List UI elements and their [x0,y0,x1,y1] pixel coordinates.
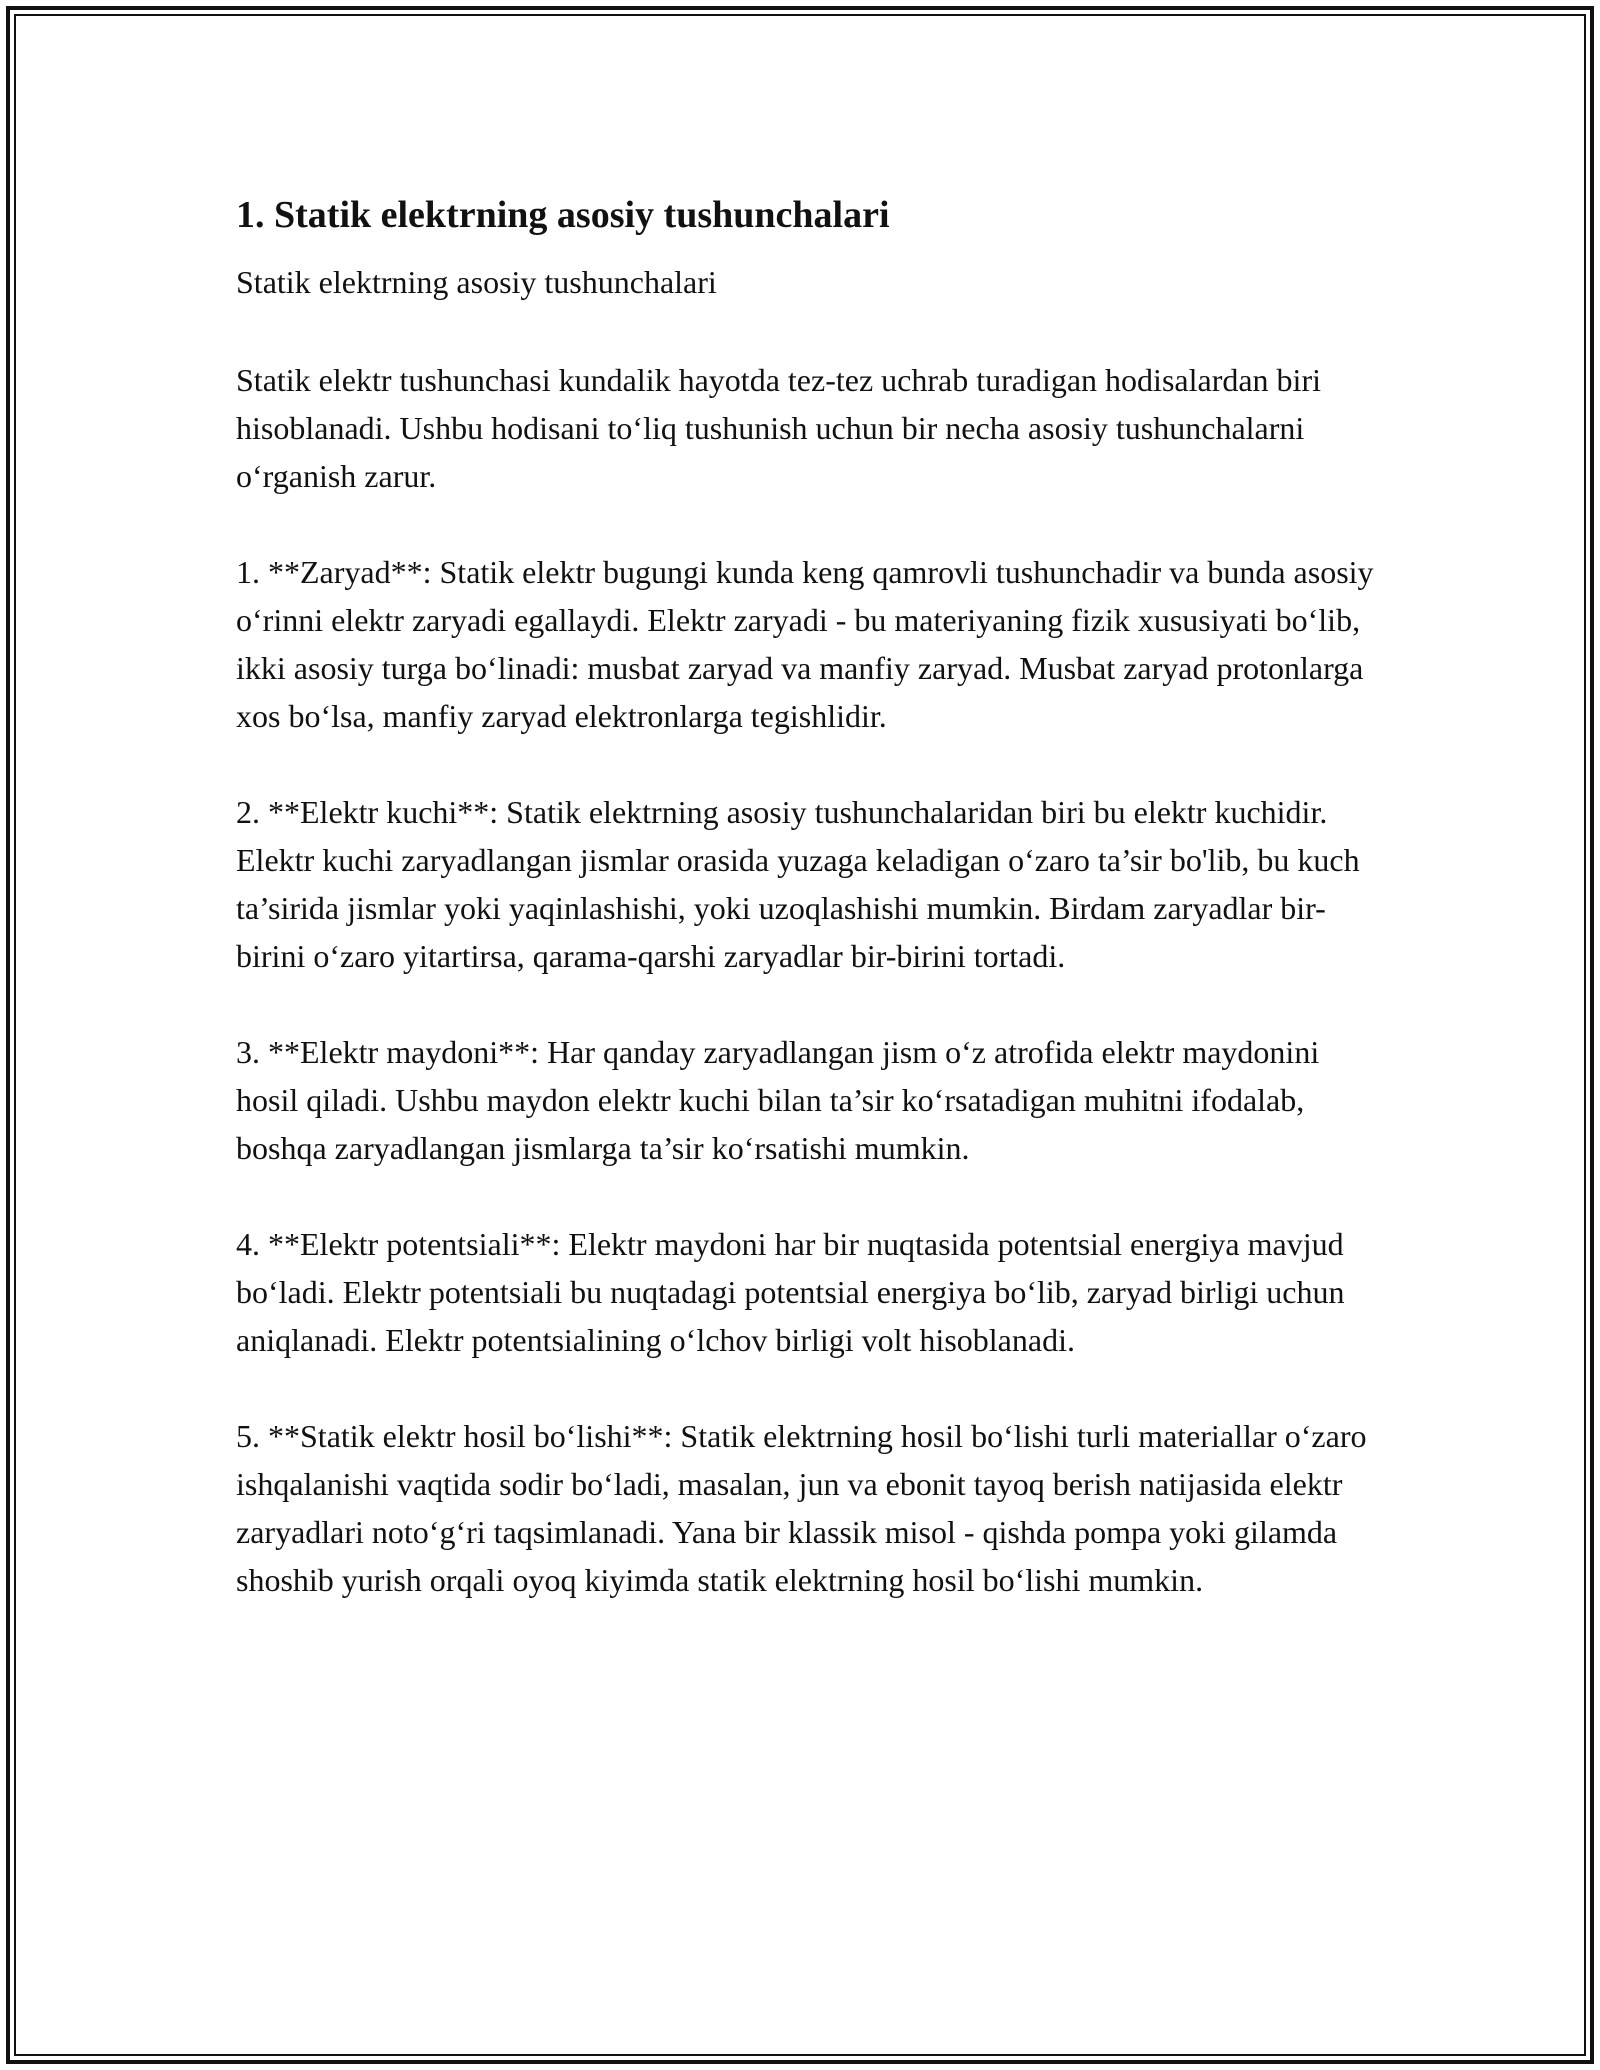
paragraph-elektr-maydoni: 3. **Elektr maydoni**: Har qanday zaryadlangan jism o‘z atrofida elektr maydonini hosil qiladi. Ushbu maydon elektr kuchi bilan ta’sir ko‘rsatadigan muhitni ifodalab, boshqa zaryadlangan jismlarga ta’sir ko‘rsatishi mumkin. [236,1034,1320,1166]
paragraph-hosil-bolishi: 5. **Statik elektr hosil bo‘lishi**: Statik elektrning hosil bo‘lishi turli materiallar o‘zaro ishqalanishi vaqtida sodir bo‘ladi, masalan, jun va ebonit tayoq berish natijasida elektr zaryadlari noto‘g‘ri taqsimlanadi. Yana bir klassik misol - qishda pompa yoki gilamda shoshib yurish orqali oyoq kiyimda statik elektrning hosil bo‘lishi mumkin. [236,1418,1367,1598]
intro-paragraph: Statik elektr tushunchasi kundalik hayotda tez-tez uchrab turadigan hodisalardan biri hisoblanadi. Ushbu hodisani to‘liq tushunish uchun bir necha asosiy tushunchalarni o‘rganish zarur. [236,362,1321,494]
paragraph-elektr-kuchi: 2. **Elektr kuchi**: Statik elektrning asosiy tushunchalaridan biri bu elektr kuchidir. Elektr kuchi zaryadlangan jismlar orasida yuzaga keladigan o‘zaro ta’sir bo'lib, bu kuch ta’sirida jismlar yoki yaqinlashishi, yoki uzoqlashishi mumkin. Birdam zaryadlar bir-birini o‘zaro yitartirsa, qarama-qarshi zaryadlar bir-birini tortadi. [236,794,1360,974]
document-body [236,186,1376,1604]
section-subtitle: Statik elektrning asosiy tushunchalari [236,264,717,300]
paragraph-elektr-potentsiali: 4. **Elektr potentsiali**: Elektr maydoni har bir nuqtasida potentsial energiya mavjud bo‘ladi. Elektr potentsiali bu nuqtadagi potentsial energiya bo‘lib, zaryad birligi uchun aniqlanadi. Elektr potentsialining o‘lchov birligi volt hisoblanadi. [236,1226,1345,1358]
section-heading: 1. Statik elektrning asosiy tushunchalari [236,194,890,236]
paragraph-zaryad: 1. **Zaryad**: Statik elektr bugungi kunda keng qamrovli tushunchadir va bunda asosiy o‘rinni elektr zaryadi egallaydi. Elektr zaryadi - bu materiyaning fizik xususiyati bo‘lib, ikki asosiy turga bo‘linadi: musbat zaryad va manfiy zaryad. Musbat zaryad protonlarga xos bo‘lsa, manfiy zaryad elektronlarga tegishlidir. [236,554,1374,734]
